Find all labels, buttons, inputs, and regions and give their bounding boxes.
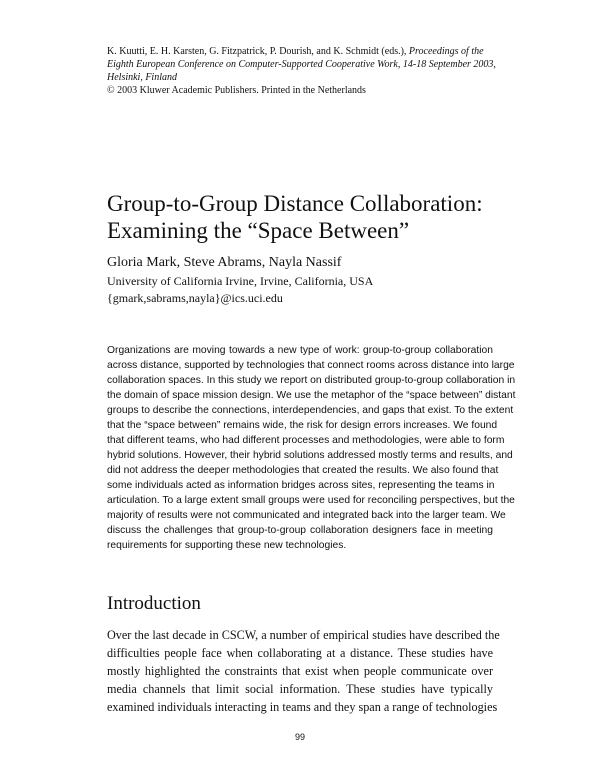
text-line: did not address the deeper methodologies that created the results. We also found that bbox=[107, 465, 499, 476]
text-line: some individuals acted as information bridges across sites, representing the teams in bbox=[107, 480, 495, 491]
title-line-2: Examining the “Space Between” bbox=[107, 218, 410, 243]
header-line-1 bbox=[107, 45, 507, 58]
text-line: majority of results were not communicated and integrated back into the larger team. We bbox=[107, 510, 506, 521]
affiliation-block bbox=[107, 273, 373, 307]
header-copyright: © 2003 Kluwer Academic Publishers. Printed in the Netherlands bbox=[107, 85, 366, 96]
text-line: Over the last decade in CSCW, a number of empirical studies have described the bbox=[107, 628, 500, 642]
affiliation: University of California Irvine, Irvine, California, USA bbox=[107, 274, 374, 288]
text-line: requirements for supporting these new technologies. bbox=[107, 540, 347, 551]
header-line-3 bbox=[107, 71, 507, 84]
header-proceedings: Proceedings of the bbox=[408, 46, 484, 57]
text-line: discuss the challenges that group-to-group collaboration designers face in meeting bbox=[107, 525, 493, 536]
paper-title bbox=[107, 190, 527, 244]
email: {gmark,sabrams,nayla}@ics.uci.edu bbox=[107, 291, 283, 305]
abstract bbox=[107, 343, 516, 553]
text-line: that different teams, who had different processes and methodologies, were able to form bbox=[107, 435, 505, 446]
header-location: Helsinki, Finland bbox=[107, 72, 177, 83]
text-line: that the “space between” remains wide, the risk for design errors increases. We found bbox=[107, 420, 498, 431]
text-line: groups to describe the connections, interdependencies, and gaps that exist. To the extent bbox=[107, 405, 514, 416]
section-heading-introduction: Introduction bbox=[107, 593, 201, 614]
text-line: mostly highlighted the constraints that exist when people communicate over bbox=[107, 664, 493, 678]
text-line: across distance, supported by technologies that connect rooms across distance into large bbox=[107, 360, 515, 371]
page-number: 99 bbox=[294, 732, 305, 742]
text-line: examined individuals interacting in teams and they span a range of technologies bbox=[107, 700, 498, 714]
introduction-paragraph bbox=[107, 626, 500, 716]
publication-header bbox=[107, 45, 507, 97]
header-line-2 bbox=[107, 58, 507, 71]
header-conference: Eighth European Conference on Computer-Supported Cooperative Work, 14-18 September 2003, bbox=[107, 59, 496, 70]
text-line: Organizations are moving towards a new type of work: group-to-group collaboration bbox=[107, 345, 493, 356]
title-line-1: Group-to-Group Distance Collaboration: bbox=[107, 191, 483, 216]
text-line: collaboration spaces. In this study we report on distributed group-to-group collaboration in bbox=[107, 375, 516, 386]
authors: Gloria Mark, Steve Abrams, Nayla Nassif bbox=[107, 255, 342, 270]
text-line: media channels that limit social information. These studies have typically bbox=[107, 682, 493, 696]
text-line: difficulties people face when collaborating at a distance. These studies have bbox=[107, 646, 493, 660]
text-line: articulation. To a large extent small groups were used for reconciling perspectives, but the bbox=[107, 495, 515, 506]
text-line: hybrid solutions. However, their hybrid solutions addressed mostly terms and results, and bbox=[107, 450, 513, 461]
text-line: the domain of space mission design. We use the metaphor of the “space between” distant bbox=[107, 390, 516, 401]
header-editors: K. Kuutti, E. H. Karsten, G. Fitzpatrick, P. Dourish, and K. Schmidt (eds.), bbox=[107, 46, 409, 57]
